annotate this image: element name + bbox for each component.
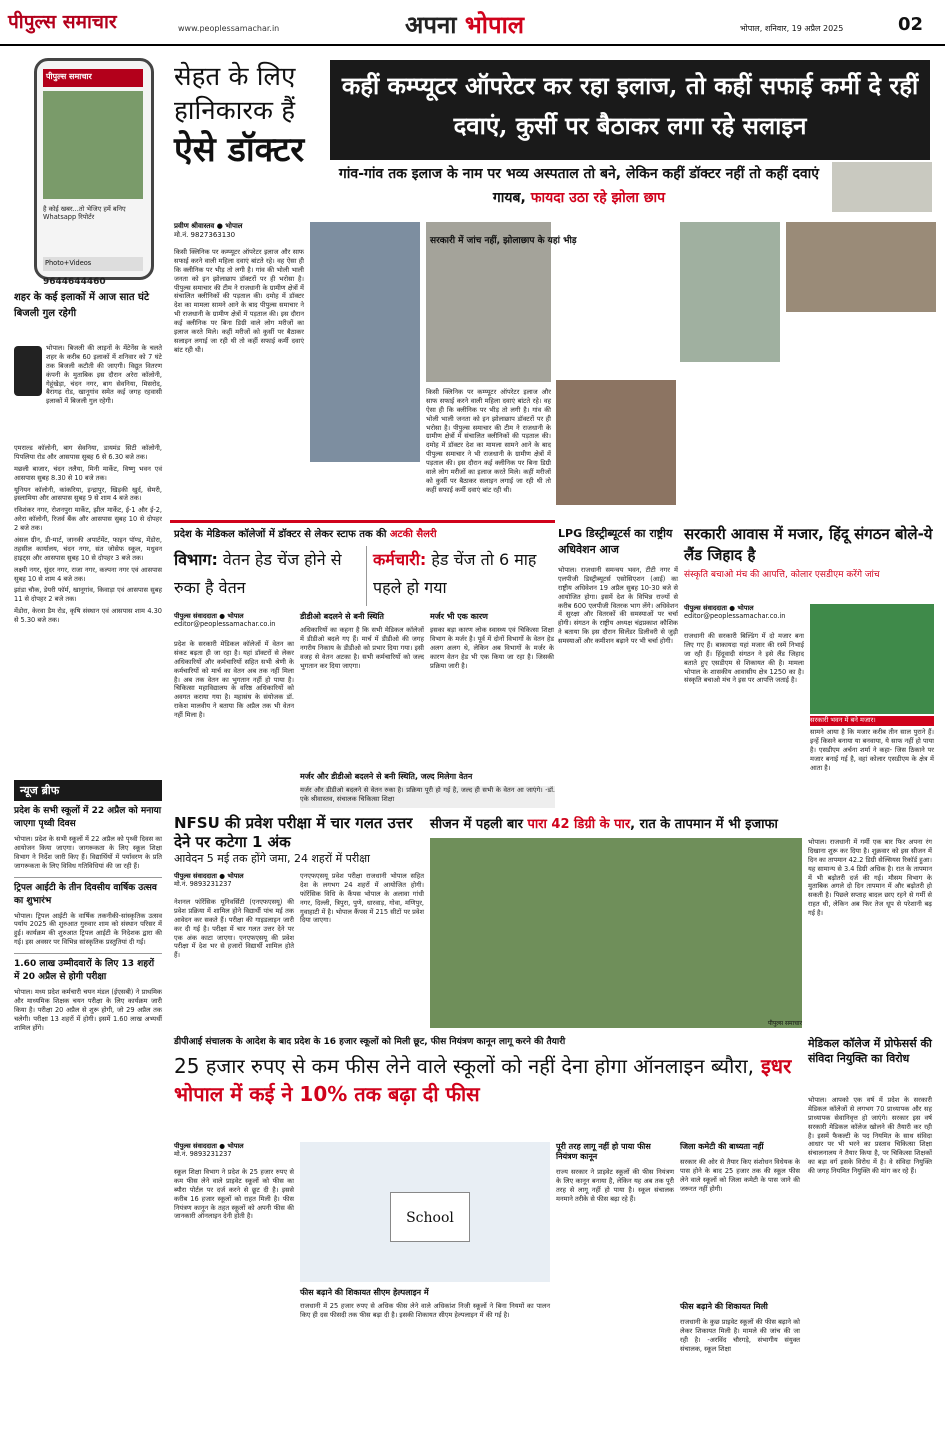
website-url[interactable]: www.peoplessamachar.in	[178, 24, 280, 33]
lead-body-2: किसी क्लिनिक पर कम्प्यूटर ऑपरेटर इलाज और साफ सफाई करने वाली महिला दवाएं बांटते रहे। वह ऐसा ही कि क्लीनिक पर भीड़ तो लगी है। गांव की भोली भाली जनता को इन झोलाछाप डॉक्टरों पर ही भरोसा है। पीपुल्स समाचार की टीम ने राजधानी के ग्रामीण क्षेत्रों में संचालित क्लीनिकों की पड़ताल की। दमोह में डॉक्टर देश का मामला सामने आने के बाद पीपुल्स समाचार ने भी राजधानी के ग्रामीण क्षेत्रों में पड़ताल की। इस दौरान कई क्लीनिक पर बिना डिग्री वाले लोग मरीजों का इलाज करते मिले। कहीं मरीजों को कुर्सी पर बैठाकर सलाइन लगाई जा रही थी तो कहीं सफाई कर्मी दवाएं बांट रही थी।	[426, 388, 551, 494]
fees-subhead-2: जिला कमेटी की बाध्यता नहीं	[680, 1142, 764, 1151]
fees-subhead-1: पूरी तरह लागू नहीं हो पाया फीस नियंत्रण कानून	[556, 1142, 651, 1161]
power-headline: शहर के कई इलाकों में आज सात घंटे बिजली गुल रहेगी	[14, 292, 150, 319]
bulb-icon	[14, 346, 42, 396]
lead-byline: प्रवीण श्रीवास्तव ● भोपाल मो.नं. 9827363130	[174, 222, 243, 239]
salary-right-deck: कर्मचारी: हेड चेंज तो 6 माह पहले हो गया	[366, 546, 554, 606]
nfsu-body: नेशनल फॉरेंसिक यूनिवर्सिटी (एनएफएसयू) की प्रवेश प्रक्रिया में शामिल होने विद्यार्थी पांच मई तक आवेदन कर सकते हैं। परीक्षा की गाइडलाइन जारी कर दी गई है। परीक्षा में चार गलत उत्तर देने पर एक अंक काटा जाएगा। एनएफएसयू की प्रवेश परीक्षा में देश भर से हजारों विद्यार्थी शामिल होते हैं।	[174, 898, 294, 960]
clinic-photo-1	[310, 222, 420, 462]
lpg-headline: LPG डिस्ट्रीब्यूटर्स का राष्ट्रीय अधिवेशन आज	[558, 527, 673, 556]
salary-body: प्रदेश के सरकारी मेडिकल कॉलेजों में वेतन का संकट बढ़ता ही जा रहा है। यहां डॉक्टरों से लेकर अधिकारियों और कर्मचारियों सहित सभी श्रेणी के कर्मचारियों को मार्च का वेतन अब तक नहीं मिला है। अब तक वेतन का भुगतान नहीं हो पाया है। चिकित्सा महाविद्यालय के वरिष्ठ अधिकारियों को अवगत कराया गया है। महासंघ के संयोजक डॉ. राकेश मालवीय ने बताया कि अप्रैल तक भी वेतन नहीं मिला है।	[174, 640, 294, 720]
list-item: एमराल्ड कॉलोनी, बाग सेवनिया, डायमंड सिटी कॉलोनी, पिपलिया रोड और आसपास सुबह 6 से 6.30 बजे तक।	[14, 444, 162, 461]
brief-body-1: भोपाल। प्रदेश के सभी स्कूलों में 22 अप्रैल को पृथ्वी दिवस का आयोजन किया जाएगा। जागरूकता के लिए स्कूल शिक्षा विभाग ने निर्देश जारी किए हैं। विद्यार्थियों में पर्यावरण के प्रति जागरूकता के लिए विविध गतिविधियां की जा रही हैं।	[14, 835, 162, 870]
fees-sub3-body: राजधानी के कुछ प्राइवेट स्कूलों की फीस बढ़ाने को लेकर शिकायत मिली है। मामले की जांच की जा रही है। -अरविंद चौरगड़े, संभागीय संयुक्त संचालक, स्कूल शिक्षा	[680, 1318, 800, 1353]
salary-subhead-2: मर्जर भी एक कारण	[430, 612, 488, 621]
lead-subhead: सरकारी में जांच नहीं, झोलाछाप के यहां भीड़	[430, 236, 577, 246]
mazar-body-2: सामने आया है कि मजार करीब तीन साल पुराने हैं। इन्हें किसने बनाया या बनवाया, ये साफ नहीं हो पाया है। एसडीएम अर्चना शर्मा ने कहा- जिस ठिकाने पर मजार बनाई गई है, वहां कोलार एसडीएम के क्षेत्र में आता है।	[810, 728, 934, 772]
salary-headline: प्रदेश के मेडिकल कॉलेजों में डॉक्टर से लेकर स्टाफ तक की अटकी सैलरी	[174, 529, 437, 540]
lead-headline: कहीं कम्प्यूटर ऑपरेटर कर रहा इलाज, तो कहीं सफाई कर्मी दे रहीं दवाएं, कुर्सी पर बैठाकर लगा रहे सलाइन	[330, 60, 930, 160]
salary-body-2: अधिकारियों का कहना है कि सभी मेडिकल कॉलेजों में डीडीओ बदले गए हैं। मार्च में डीडीओ की जगह नगरीय निकाय के डीडीओ को प्रभार दिया गया। इसी वजह से वेतन अटका है। सभी कर्मचारियों को जल्द भुगतान कर दिया जाएगा।	[300, 626, 424, 670]
medical-body: भोपाल। आपको एक वर्ष में प्रदेश के सरकारी मेडिकल कॉलेजों से लगभग 70 प्राध्यापक और सह प्राध्यापक सेवानिवृत्त हो जाएंगे। सरकार इस वर्ष सरकारी मेडिकल कॉलेज खोलने की तैयारी कर रही है। इसमें फैकल्टी के पद नियमित के साथ संविदा आधार पर भी भरने का प्रस्ताव चिकित्सा शिक्षा संचालनालय ने तैयार किया है, पर चिकित्सा शिक्षकों का बड़ा वर्ग इसके विरोध में है। वे संविदा नियुक्ति की जगह नियमित नियुक्ति की मांग कर रहे हैं।	[808, 1096, 932, 1176]
list-item: मछली बाजार, चंदन तलैया, मिनी मार्केट, विष्णु भवन एवं आसपास सुबह 8.30 से 10 बजे तक।	[14, 464, 162, 482]
lead-deck: गांव-गांव तक इलाज के नाम पर भव्य अस्पताल तो बने, लेकिन कहीं डॉक्टर नहीं तो कहीं दवाएं गायब, फायदा उठा रहे झोला छाप	[338, 166, 820, 206]
mazar-headline: सरकारी आवास में मजार, हिंदू संगठन बोले-ये लैंड जिहाद है	[684, 525, 933, 564]
list-item: लक्ष्मी नगर, सुंदर नगर, राजा नगर, कल्पना नगर एवं आसपास सुबह 10 से शाम 4 बजे तक।	[14, 565, 162, 583]
rule	[170, 520, 555, 523]
salary-left-deck: विभाग: वेतन हेड चेंज होने से रुका है वेतन	[174, 550, 342, 597]
mazar-photo	[810, 604, 934, 714]
list-item: रविशंकर नगर, रोशनपुरा मार्केट, झील मार्केट, ई-1 और ई-2, अरेरा कॉलोनी, रिजर्व बैंक और आसपास सुबह 10 से दोपहर 2 बजे तक।	[14, 506, 162, 533]
mazar-caption: सरकारी भवन में बने मजार।	[810, 716, 934, 726]
dateline: भोपाल, शनिवार, 19 अप्रैल 2025	[740, 24, 844, 33]
nfsu-byline: पीपुल्स संवाददाता ● भोपाल मो.नं. 9893231237	[174, 872, 244, 889]
school-sign: School	[390, 1192, 470, 1242]
heat-photo-credit: पीपुल्स समाचार	[767, 1020, 802, 1027]
lpg-body: भोपाल। राजधानी समन्वय भवन, टीटी नगर में एलपीजी डिस्ट्रीब्यूटर्स एसोसिएशन (आई) का राष्ट्रीय अधिवेशन 19 अप्रैल सुबह 10-30 बजे से आयोजित होगा। इसमें देश के विभिन्न राज्यों से करीब 600 एलपीजी वितरक भाग लेंगे। अधिवेशन में सुरक्षा और वितरकों की समस्याओं पर चर्चा होगी। संगठन के राष्ट्रीय अध्यक्ष चंद्रप्रकाश कौशिक ने बताया कि इस दौरान सिलेंडर डिलीवरी से जुड़ी समस्याओं और कमीशन बढ़ाने पर भी चर्चा होगी।	[558, 566, 678, 646]
medical-headline: मेडिकल कॉलेज में प्रोफेसर्स की संविदा नियुक्ति का विरोध	[808, 1037, 932, 1065]
brief-headline-1: प्रदेश के सभी स्कूलों में 22 अप्रैल को मनाया जाएगा पृथ्वी दिवस	[14, 806, 162, 829]
fees-byline: पीपुल्स संवाददाता ● भोपाल मो.नं. 9893231237	[174, 1142, 244, 1159]
section-title: अपना भोपाल	[405, 10, 525, 39]
masthead	[0, 0, 945, 46]
promo-photo	[43, 91, 143, 199]
fees-complaint-body: राजधानी में 25 हजार रुपए से अधिक फीस लेने वाले अधिकांश निजी स्कूलों ने बिना नियमों का पालन किए ही दस फीसदी तक फीस बढ़ा दी है। इसकी शिकायत सीएम हेल्पलाइन में की गई है।	[300, 1302, 550, 1319]
heat-headline: सीजन में पहली बार पारा 42 डिग्री के पार, रात के तापमान में भी इजाफा	[430, 817, 778, 832]
promo-photo-video: Photo+Videos	[43, 257, 143, 271]
clinic-photo-3	[556, 380, 676, 505]
fees-body: स्कूल शिक्षा विभाग ने प्रदेश के 25 हजार रुपए से कम फीस लेने वाले प्राइवेट स्कूलों को फीस का ब्यौरा पोर्टल पर दर्ज करने से छूट दी है। इससे करीब 16 हजार स्कूलों को राहत मिली है। फीस नियंत्रण कानून के तहत स्कूलों को अपनी फीस की जानकारी ऑनलाइन देनी होती है।	[174, 1168, 294, 1221]
nfsu-body-2: एनएफएसयू प्रवेश परीक्षा राजधानी भोपाल सहित देश के लगभग 24 शहरों में आयोजित होगी। फॉरेंसिक विधि के कैंपस भोपाल के अलावा गांधी नगर, दिल्ली, त्रिपुरा, पुणे, धारवाड़, गोवा, मणिपुर, गुवाहाटी में है। भोपाल कैंपस में 215 सीटों पर प्रवेश दिया जाएगा।	[300, 872, 424, 925]
power-area-list	[14, 444, 162, 774]
salary-subhead-1: डीडीओ बदलने से बनी स्थिति	[300, 612, 384, 621]
fees-complaint-head: फीस बढ़ाने की शिकायत सीएम हेल्पलाइन में	[300, 1288, 429, 1297]
salary-bottom-head: मर्जर और डीडीओ बदलने से बनी स्थिति, जल्द मिलेगा वेतन	[300, 772, 473, 781]
fees-sub2-body: सरकार की ओर से तैयार किए संशोधन विधेयक के पास होने के बाद 25 हजार तक की स्कूल फीस लेने वाले स्कूलों को जिला कमेटी के पास जाने की जरूरत नहीं होगी।	[680, 1158, 800, 1193]
brief-headline-2: ट्रिपल आईटी के तीन दिवसीय वार्षिक उत्सव का शुभारंभ	[14, 877, 162, 908]
fees-sub1-body: राज्य सरकार ने प्राइवेट स्कूलों की फीस नियंत्रण के लिए कानून बनाया है, लेकिन यह अब तक पूरी तरह से लागू नहीं हो पाया है। स्कूल संचालक मनमाने तरीके से फीस बढ़ा रहे हैं।	[556, 1168, 674, 1203]
nfsu-deck: आवेदन 5 मई तक होंगे जमा, 24 शहरों में परीक्षा	[174, 852, 371, 865]
mazar-deck: संस्कृति बचाओ मंच की आपत्ति, कोलार एसडीएम करेंगे जांच	[684, 570, 880, 580]
promo-brand: पीपुल्स समाचार	[43, 69, 143, 87]
fees-headline: 25 हजार रुपए से कम फीस लेने वाले स्कूलों को नहीं देना होगा ऑनलाइन ब्यौरा, इधर भोपाल में कई ने 10% तक बढ़ा दी फीस	[174, 1054, 792, 1106]
salary-byline: पीपुल्स संवाददाता ● भोपाल editor@peoplessamachar.co.in	[174, 612, 276, 629]
list-item: मेंडोरा, केरवा डैम रोड, कृषि संस्थान एवं आसपास शाम 4.30 से 5.30 बजे तक।	[14, 607, 162, 625]
power-body: भोपाल। बिजली की लाइनों के मेंटेनेंस के चलते शहर के करीब 60 इलाकों में शनिवार को 7 घंटे तक बिजली कटौती की जाएगी। विद्युत वितरण कंपनी के मुताबिक इस दौरान अरेरा कॉलोनी, गेहूंखेड़ा, चंदन नगर, बाग सेवनिया, मिसरोद, बैरागढ़ रोड, खानूगांव समेत कई जगह रहवासी इलाकों में बिजली गुल रहेगी।	[46, 344, 162, 406]
kicker-line-1: सेहत के लिए	[174, 62, 296, 92]
school-illustration	[300, 1142, 550, 1282]
heat-body: भोपाल। राजधानी में गर्मी एक बार फिर अपना रंग दिखाना शुरू कर दिया है। शुक्रवार को इस सीजन में दिन का तापमान 42.2 डिग्री सेल्सियस रिकॉर्ड हुआ। यह सामान्य से 3.4 डिग्री अधिक है। रात के तापमान में भी बढ़ोतरी दर्ज की गई। मौसम विभाग के मुताबिक अगले दो दिन तापमान में और बढ़ोतरी हो सकती है। पिछले सप्ताह बादल छाए रहने से गर्मी से राहत थी, लेकिन अब फिर तेज धूप से परेशानी बढ़ गई है।	[808, 838, 932, 918]
lead-location-tag	[832, 162, 932, 212]
list-item: झांडा चौक, डेयरी फॉर्म, खानूगांव, किवाड़ा एवं आसपास सुबह 11 से दोपहर 2 बजे तक।	[14, 586, 162, 604]
promo-phone-number[interactable]: 9644644460	[43, 277, 106, 287]
news-brief-label: न्यूज ब्रीफ	[14, 780, 162, 801]
lead-body: किसी क्लिनिक पर कम्प्यूटर ऑपरेटर इलाज और साफ सफाई करने वाली महिला दवाएं बांटते रहे। वह ऐसा ही कि क्लीनिक पर भीड़ तो लगी है। गांव की भोली भाली जनता को इन झोलाछाप डॉक्टरों पर ही भरोसा है। पीपुल्स समाचार की टीम ने राजधानी के ग्रामीण क्षेत्रों में संचालित क्लीनिकों की पड़ताल की। दमोह में डॉक्टर देश का मामला सामने आने के बाद पीपुल्स समाचार ने भी राजधानी के ग्रामीण क्षेत्रों में पड़ताल की। इस दौरान कई क्लीनिक पर बिना डिग्री वाले लोग मरीजों का इलाज करते मिले। कहीं मरीजों को कुर्सी पर बैठाकर सलाइन लगाई जा रही थी तो कहीं सफाई कर्मी दवाएं बांट रही थी।	[174, 248, 304, 354]
clinic-photo-5	[786, 222, 936, 312]
kicker-line-3: ऐसे डॉक्टर	[174, 130, 305, 170]
lead-kicker	[174, 60, 324, 210]
news-brief-column	[14, 780, 162, 1430]
salary-body-3: इसका बड़ा कारण लोक स्वास्थ्य एवं चिकित्सा शिक्षा विभाग के मर्जर है। पूर्व में दोनों विभागों के वेतन हेड अलग अलग थे, लेकिन अब विभागों के मर्जर के कारण वेतन हेड भी एक किया जा रहा है। जिसकी प्रक्रिया जारी है।	[430, 626, 554, 670]
brief-body-2: भोपाल। ट्रिपल आईटी के वार्षिक तकनीकी-सांस्कृतिक उत्सव पर्याय 2025 की शुरुआत गुरुवार शाम को संस्थान परिसर में हुई। कार्यक्रम की शुरुआत ट्रिपल आईटी के निदेशक द्वारा की गई। इस अवसर पर विभिन्न सांस्कृतिक प्रस्तुतियां दी गईं।	[14, 911, 162, 947]
list-item: यूनियन कॉलोनी, कांकरिया, इन्द्रापुर, खिड़की खुर्द, सेमरी, इस्लामिया और आसपास सुबह 9 से शाम 4 बजे तक।	[14, 485, 162, 503]
salary-bottom-body: मर्जर और डीडीओ बदलने से वेतन रुका है। प्रक्रिया पूरी हो गई है, जल्द ही सभी के वेतन आ जाएंगे। -डॉ. एके श्रीवास्तव, संचालक चिकित्सा शिक्षा	[300, 786, 555, 808]
mazar-byline: पीपुल्स संवाददाता ● भोपाल editor@peoplessamachar.co.in	[684, 604, 786, 621]
list-item: अंसल ग्रीन, डी-मार्ट, जानकी अपार्टमेंट, फाइन पॉण्ड, मेंडोरा, तहसील कार्यालय, चंदन नगर, संत जोसेफ स्कूल, मधुवन हाइट्स और आसपास सुबह 10 से दोपहर 3 बजे तक।	[14, 536, 162, 562]
fees-kicker: डीपीआई संचालक के आदेश के बाद प्रदेश के 16 हजार स्कूलों को मिली छूट, फीस नियंत्रण कानून लागू करने की तैयारी	[174, 1037, 566, 1047]
clinic-photo-4	[680, 222, 780, 362]
heat-photo	[430, 838, 802, 1028]
page-number: 02	[898, 14, 924, 35]
fees-subhead-3: फीस बढ़ाने की शिकायत मिली	[680, 1302, 768, 1311]
mazar-body: राजधानी की सरकारी बिल्डिंग में दो मजार बना लिए गए हैं। बाकायदा यहां मजार की रस्में निभाई जा रही हैं। हिंदूवादी संगठन ने इसे लैंड जिहाद बताते हुए एसडीएम से शिकायत की है। मामला भोपाल के शासकीय आवासीय क्षेत्र 1250 का है। संस्कृति बचाओ मंच ने इस पर आपत्ति जताई है।	[684, 632, 804, 685]
brief-headline-3: 1.60 लाख उम्मीदवारों के लिए 13 शहरों में 20 अप्रैल से होगी परीक्षा	[14, 953, 162, 984]
brief-body-3: भोपाल। मध्य प्रदेश कर्मचारी चयन मंडल (ईएसबी) ने प्राथमिक और माध्यमिक शिक्षक चयन परीक्षा के लिए कार्यक्रम जारी किया है। परीक्षा 20 अप्रैल से शुरू होगी, जो 29 अप्रैल तक चलेगी। परीक्षा 13 शहरों में होगी। इसमें 1.60 लाख अभ्यर्थी शामिल होंगे।	[14, 988, 162, 1032]
nfsu-headline: NFSU की प्रवेश परीक्षा में चार गलत उत्तर देने पर कटेगा 1 अंक	[174, 814, 413, 851]
newspaper-logo[interactable]: पीपुल्स समाचार	[8, 11, 117, 33]
kicker-line-2: हानिकारक हैं	[174, 96, 296, 126]
whatsapp-reporter-promo[interactable]	[34, 58, 154, 287]
promo-tagline: है कोई खबर...तो भेजिए हमें बनिए Whatsapp रिपोर्टर	[43, 205, 126, 222]
